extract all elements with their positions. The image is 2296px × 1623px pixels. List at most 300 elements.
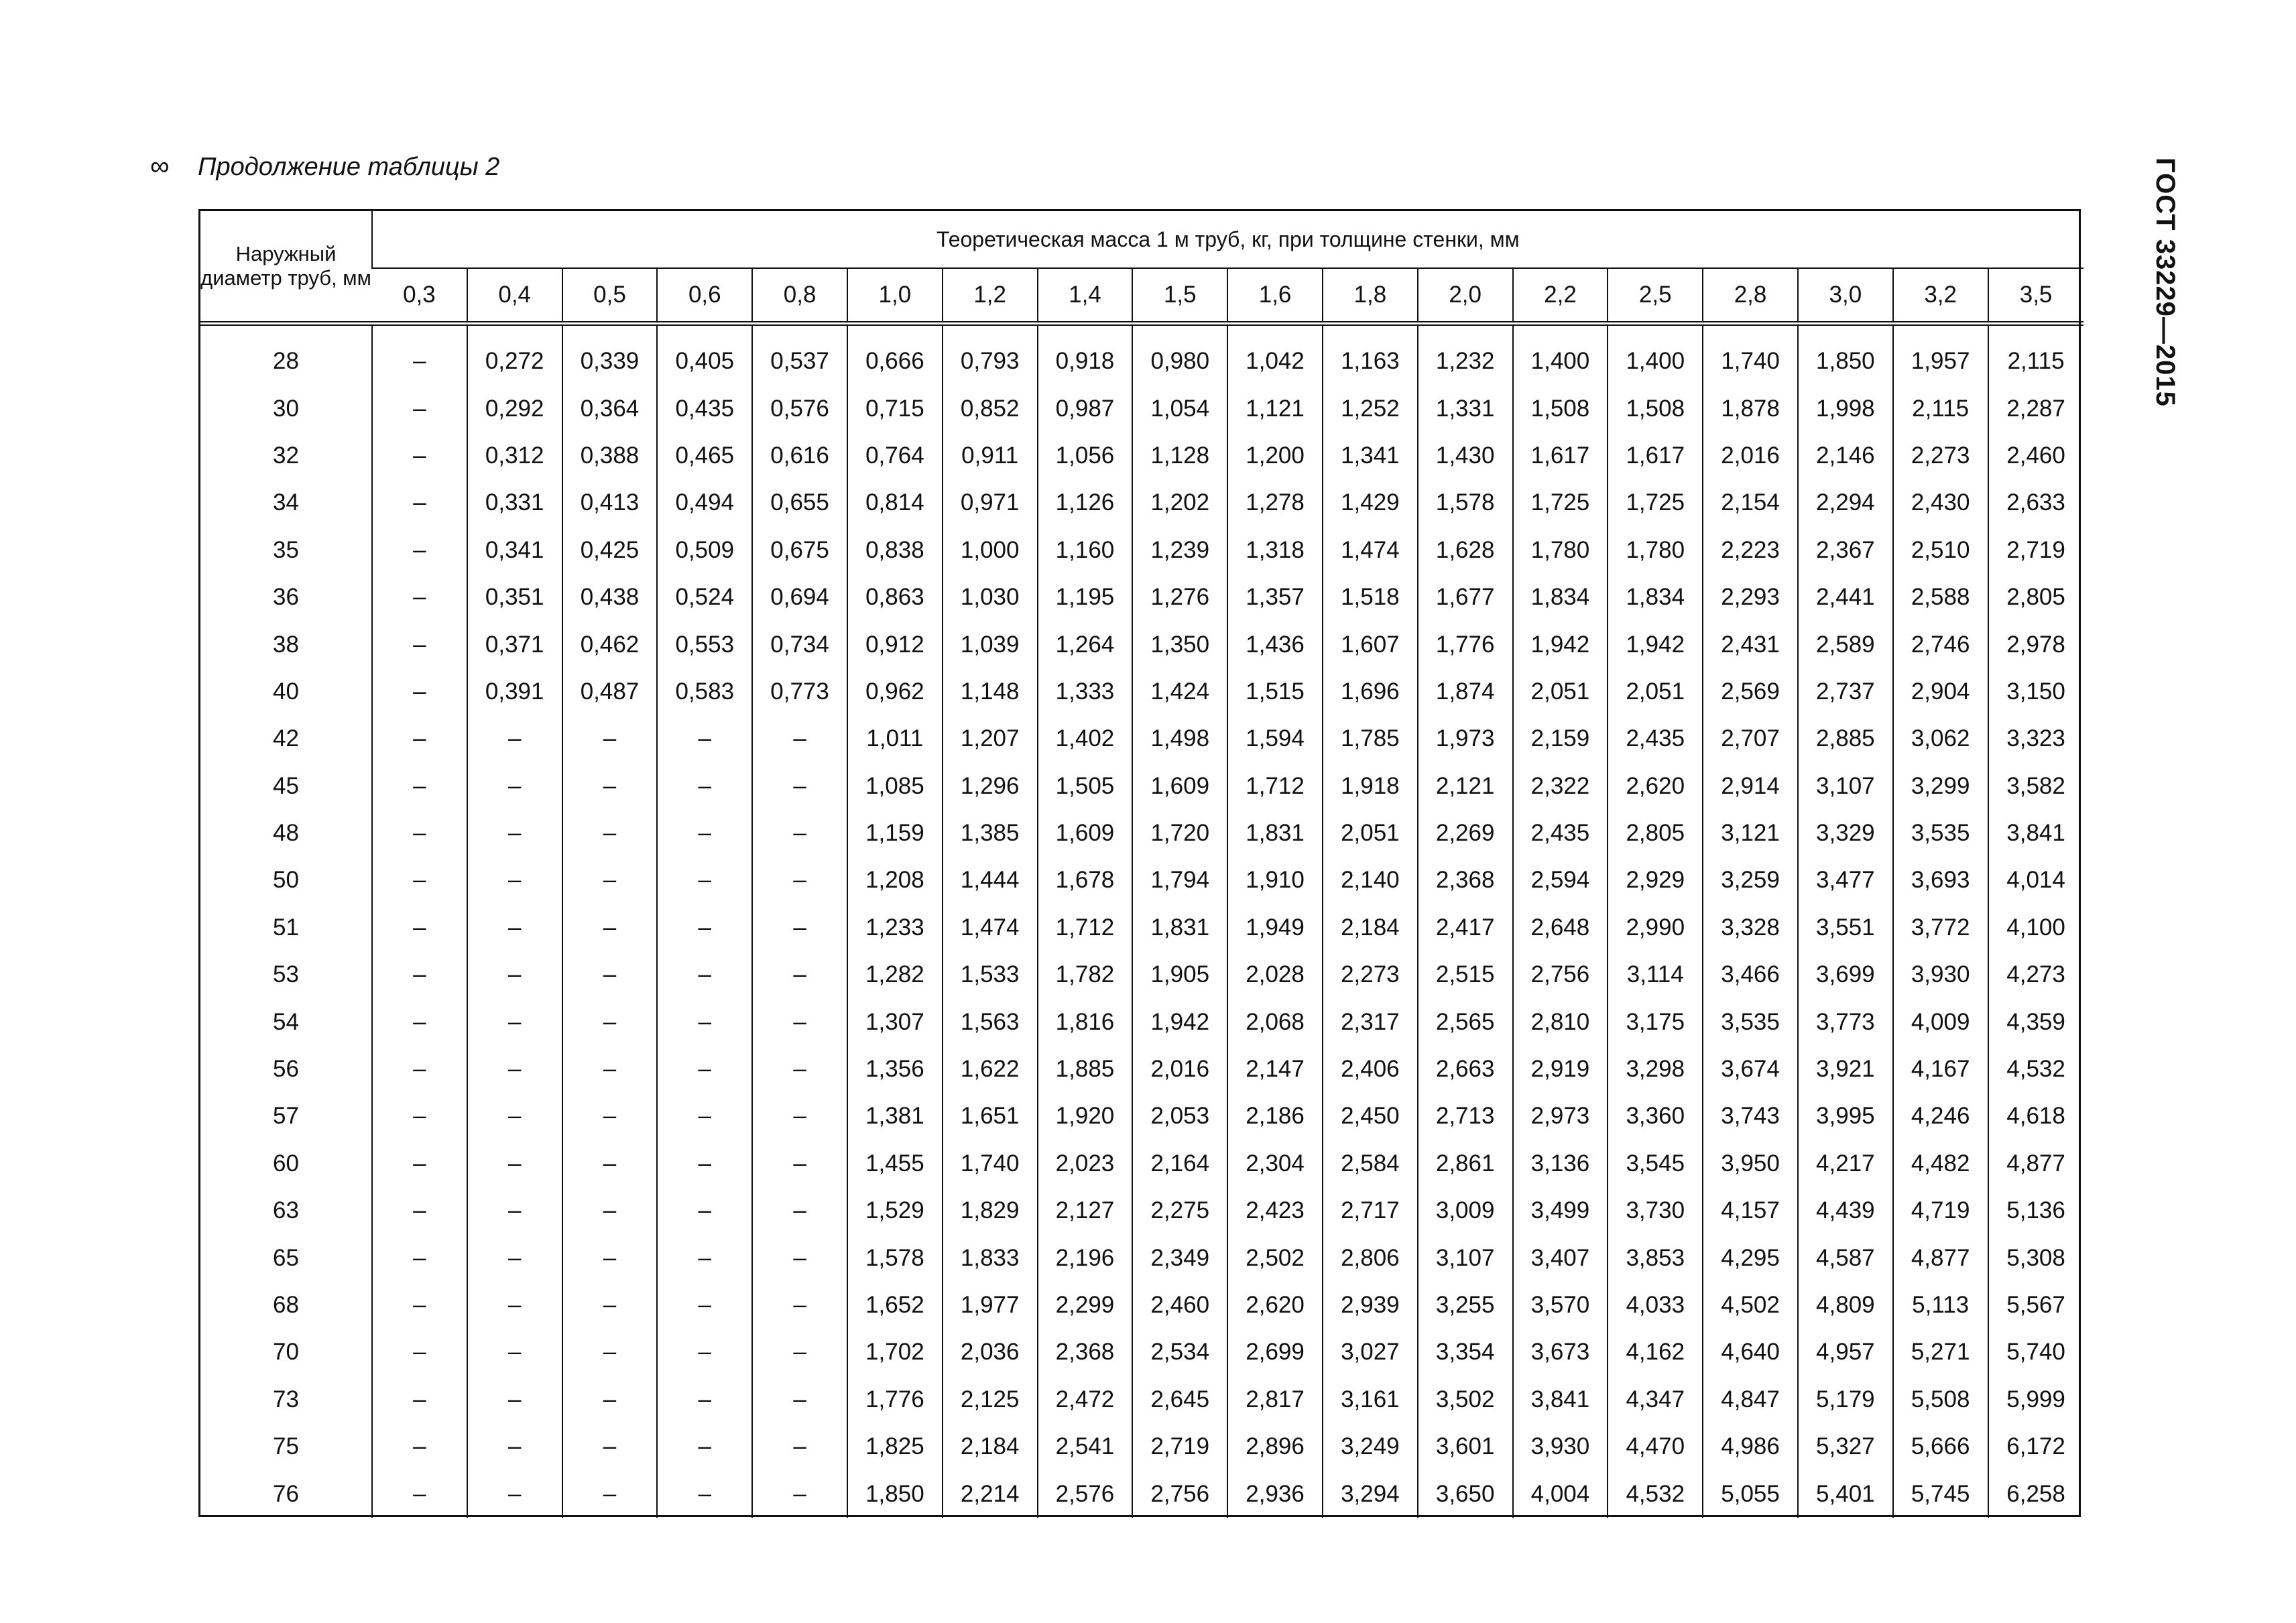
mass-cell: 4,162 (1608, 1329, 1703, 1376)
mass-cell: 3,535 (1893, 810, 1988, 857)
mass-cell: 3,950 (1703, 1140, 1798, 1187)
mass-cell: 2,023 (1038, 1140, 1133, 1187)
mass-cell: – (372, 715, 467, 762)
mass-cell: 2,502 (1227, 1234, 1323, 1281)
mass-cell: – (372, 1470, 467, 1517)
mass-cell: 3,693 (1893, 857, 1988, 904)
mass-cell: 4,986 (1703, 1423, 1798, 1470)
mass-cell: – (657, 1046, 752, 1093)
mass-cell: – (562, 810, 658, 857)
mass-cell: 3,136 (1513, 1140, 1608, 1187)
mass-cell: 0,312 (467, 432, 562, 479)
mass-cell: 2,053 (1132, 1093, 1227, 1140)
mass-cell: 2,929 (1608, 857, 1703, 904)
table-row (200, 998, 2083, 1045)
mass-cell: 1,518 (1323, 574, 1418, 621)
mass-cell: 0,272 (467, 324, 562, 385)
mass-cell: 4,618 (1988, 1093, 2083, 1140)
mass-cell: 3,329 (1798, 810, 1893, 857)
mass-cell: 1,276 (1132, 574, 1227, 621)
mass-cell: 1,056 (1038, 432, 1133, 479)
mass-cell: 2,541 (1038, 1423, 1133, 1470)
mass-cell: 0,863 (847, 574, 943, 621)
mass-cell: 2,737 (1798, 668, 1893, 715)
mass-cell: 4,809 (1798, 1282, 1893, 1329)
mass-cell: 1,696 (1323, 668, 1418, 715)
mass-cell: 2,460 (1988, 432, 2083, 479)
mass-cell: 2,223 (1703, 527, 1798, 574)
thickness-header: 1,8 (1323, 268, 1418, 324)
mass-cell: 1,126 (1038, 479, 1133, 526)
mass-cell: 1,712 (1038, 904, 1133, 951)
mass-cell: 1,400 (1608, 324, 1703, 385)
mass-cell: 2,184 (943, 1423, 1038, 1470)
mass-cell: 3,841 (1988, 810, 2083, 857)
mass-cell: 3,259 (1703, 857, 1798, 904)
mass-cell: 0,911 (943, 432, 1038, 479)
mass-cell: – (657, 1470, 752, 1517)
mass-cell: 2,430 (1893, 479, 1988, 526)
mass-cell: – (372, 904, 467, 951)
mass-cell: 0,655 (752, 479, 847, 526)
mass-cell: 3,328 (1703, 904, 1798, 951)
mass-cell: 5,327 (1798, 1423, 1893, 1470)
thickness-header: 3,0 (1798, 268, 1893, 324)
mass-cell: 2,349 (1132, 1234, 1227, 1281)
mass-cell: 2,756 (1513, 951, 1608, 998)
mass-cell: – (752, 1140, 847, 1187)
mass-cell: 4,532 (1988, 1046, 2083, 1093)
mass-cell: – (752, 1282, 847, 1329)
diameter-cell: 76 (273, 1480, 299, 1507)
diameter-cell: 35 (273, 536, 299, 563)
mass-cell: 1,264 (1038, 621, 1133, 668)
mass-cell: 2,273 (1893, 432, 1988, 479)
mass-cell: 4,587 (1798, 1234, 1893, 1281)
mass-cell: – (467, 1423, 562, 1470)
table-row (200, 1140, 2083, 1187)
mass-cell: 1,278 (1227, 479, 1323, 526)
diameter-cell: 40 (273, 678, 299, 705)
mass-cell: 2,028 (1227, 951, 1323, 998)
mass-cell: 0,341 (467, 527, 562, 574)
mass-cell: – (372, 998, 467, 1045)
mass-cell: 5,113 (1893, 1282, 1988, 1329)
mass-cell: 3,009 (1418, 1187, 1513, 1234)
mass-cell: 0,666 (847, 324, 943, 385)
thickness-header: 0,5 (562, 268, 658, 324)
mass-cell: 1,740 (1703, 324, 1798, 385)
mass-cell: – (467, 715, 562, 762)
mass-cell: 1,385 (943, 810, 1038, 857)
mass-cell: 6,258 (1988, 1470, 2083, 1517)
mass-cell: 1,515 (1227, 668, 1323, 715)
table-row (200, 1470, 2083, 1517)
mass-cell: 0,694 (752, 574, 847, 621)
mass-cell: 2,147 (1227, 1046, 1323, 1093)
mass-cell: 1,042 (1227, 324, 1323, 385)
mass-cell: 1,200 (1227, 432, 1323, 479)
mass-cell: 1,356 (847, 1046, 943, 1093)
mass-cell: 1,232 (1418, 324, 1513, 385)
mass-cell: 1,233 (847, 904, 943, 951)
standard-title: ГОСТ 33229—2015 (2151, 158, 2180, 407)
mass-cell: – (562, 1187, 658, 1234)
mass-cell: – (372, 857, 467, 904)
mass-cell: 2,756 (1132, 1470, 1227, 1517)
mass-cell: 2,806 (1323, 1234, 1418, 1281)
mass-cell: 1,651 (943, 1093, 1038, 1140)
mass-cell: – (657, 1093, 752, 1140)
table-row (200, 1329, 2083, 1376)
mass-cell: 1,874 (1418, 668, 1513, 715)
mass-cell: 1,957 (1893, 324, 1988, 385)
mass-cell: 2,620 (1227, 1282, 1323, 1329)
mass-cell: – (657, 1423, 752, 1470)
thickness-header: 1,2 (943, 268, 1038, 324)
diameter-cell: 48 (273, 820, 299, 847)
mass-cell: 2,159 (1513, 715, 1608, 762)
mass-cell: 1,402 (1038, 715, 1133, 762)
mass-cell: – (657, 763, 752, 810)
diameter-cell: 34 (273, 489, 299, 516)
mass-cell: 3,743 (1703, 1093, 1798, 1140)
mass-cell: 2,746 (1893, 621, 1988, 668)
mass-cell: – (562, 1376, 658, 1423)
mass-cell: 1,444 (943, 857, 1038, 904)
thickness-header: 1,0 (847, 268, 943, 324)
mass-cell: 2,576 (1038, 1470, 1133, 1517)
mass-cell: 1,942 (1513, 621, 1608, 668)
mass-cell: 0,764 (847, 432, 943, 479)
page-number: ∞ (150, 152, 170, 181)
mass-cell: 0,405 (657, 324, 752, 385)
mass-cell: 4,719 (1893, 1187, 1988, 1234)
mass-cell: 1,794 (1132, 857, 1227, 904)
mass-cell: 1,905 (1132, 951, 1227, 998)
mass-cell: 3,853 (1608, 1234, 1703, 1281)
mass-cell: 5,508 (1893, 1376, 1988, 1423)
thickness-header: 0,4 (467, 268, 562, 324)
mass-cell: 1,910 (1227, 857, 1323, 904)
mass-cell: 1,607 (1323, 621, 1418, 668)
mass-cell: 1,725 (1608, 479, 1703, 526)
mass-cell: – (372, 1140, 467, 1187)
mass-cell: 2,115 (1988, 324, 2083, 385)
mass-cell: 3,930 (1893, 951, 1988, 998)
table-row (200, 857, 2083, 904)
mass-cell: 1,780 (1513, 527, 1608, 574)
mass-cell: 2,939 (1323, 1282, 1418, 1329)
mass-cell: 2,184 (1323, 904, 1418, 951)
mass-cell: 0,616 (752, 432, 847, 479)
mass-cell: – (372, 1234, 467, 1281)
mass-cell: 2,275 (1132, 1187, 1227, 1234)
mass-cell: 1,833 (943, 1234, 1038, 1281)
mass-cell: 5,179 (1798, 1376, 1893, 1423)
mass-cell: – (752, 904, 847, 951)
mass-cell: 0,918 (1038, 324, 1133, 385)
mass-cell: 2,633 (1988, 479, 2083, 526)
mass-cell: 1,609 (1038, 810, 1133, 857)
mass-cell: 4,157 (1703, 1187, 1798, 1234)
mass-cell: – (562, 951, 658, 998)
mass-cell: – (372, 574, 467, 621)
table-row (200, 1282, 2083, 1329)
mass-cell: – (562, 904, 658, 951)
mass-cell: – (657, 1140, 752, 1187)
mass-cell: 1,850 (847, 1470, 943, 1517)
mass-cell: 3,730 (1608, 1187, 1703, 1234)
mass-cell: 1,030 (943, 574, 1038, 621)
diameter-cell: 70 (273, 1339, 299, 1366)
mass-cell: 4,217 (1798, 1140, 1893, 1187)
diameter-cell: 51 (273, 914, 299, 941)
mass-cell: 1,609 (1132, 763, 1227, 810)
table-row (200, 479, 2083, 526)
mass-cell: 3,772 (1893, 904, 1988, 951)
thickness-header: 3,2 (1893, 268, 1988, 324)
mass-cell: 2,990 (1608, 904, 1703, 951)
mass-cell: 1,617 (1513, 432, 1608, 479)
mass-cell: 1,678 (1038, 857, 1133, 904)
mass-cell: 0,814 (847, 479, 943, 526)
mass-cell: 1,740 (943, 1140, 1038, 1187)
table-row (200, 621, 2083, 668)
mass-cell: 2,051 (1323, 810, 1418, 857)
table-row (200, 1234, 2083, 1281)
mass-cell: 0,509 (657, 527, 752, 574)
table-row (200, 763, 2083, 810)
table-row (200, 574, 2083, 621)
table-row (200, 1187, 2083, 1234)
mass-cell: 4,167 (1893, 1046, 1988, 1093)
mass-cell: 0,583 (657, 668, 752, 715)
mass-cell: 1,677 (1418, 574, 1513, 621)
mass-cell: – (752, 763, 847, 810)
mass-cell: 2,367 (1798, 527, 1893, 574)
mass-cell: 1,529 (847, 1187, 943, 1234)
mass-cell: 1,776 (1418, 621, 1513, 668)
mass-cell: 4,033 (1608, 1282, 1703, 1329)
mass-cell: 2,936 (1227, 1470, 1323, 1517)
mass-cell: 3,650 (1418, 1470, 1513, 1517)
table-row (200, 324, 2083, 385)
mass-cell: 2,406 (1323, 1046, 1418, 1093)
mass-cell: 1,816 (1038, 998, 1133, 1045)
table-caption: Продолжение таблицы 2 (198, 153, 500, 181)
mass-cell: 2,584 (1323, 1140, 1418, 1187)
mass-cell: 2,146 (1798, 432, 1893, 479)
mass-cell: 1,831 (1132, 904, 1227, 951)
mass-cell: 4,877 (1988, 1140, 2083, 1187)
mass-cell: – (657, 1282, 752, 1329)
mass-cell: 2,294 (1798, 479, 1893, 526)
mass-cell: 2,805 (1608, 810, 1703, 857)
mass-cell: 3,930 (1513, 1423, 1608, 1470)
mass-cell: – (752, 810, 847, 857)
mass-cell: 2,805 (1988, 574, 2083, 621)
diameter-cell: 50 (273, 867, 299, 894)
mass-cell: – (657, 857, 752, 904)
mass-cell: 1,776 (847, 1376, 943, 1423)
mass-cell: 1,973 (1418, 715, 1513, 762)
mass-cell: 1,942 (1608, 621, 1703, 668)
mass-cell: 2,068 (1227, 998, 1323, 1045)
mass-cell: 1,825 (847, 1423, 943, 1470)
mass-cell: – (372, 1187, 467, 1234)
mass-cell: 1,128 (1132, 432, 1227, 479)
mass-cell: 2,127 (1038, 1187, 1133, 1234)
mass-cell: 4,482 (1893, 1140, 1988, 1187)
mass-cell: 0,971 (943, 479, 1038, 526)
mass-cell: 3,545 (1608, 1140, 1703, 1187)
diameter-cell: 28 (273, 348, 299, 375)
mass-cell: 5,567 (1988, 1282, 2083, 1329)
mass-cell: 3,535 (1703, 998, 1798, 1045)
mass-cell: – (752, 1329, 847, 1376)
mass-cell: – (372, 763, 467, 810)
mass-cell: 2,431 (1703, 621, 1798, 668)
mass-cell: 2,140 (1323, 857, 1418, 904)
mass-cell: 2,450 (1323, 1093, 1418, 1140)
mass-cell: 4,014 (1988, 857, 2083, 904)
mass-cell: 3,699 (1798, 951, 1893, 998)
mass-cell: – (467, 1046, 562, 1093)
mass-cell: 1,782 (1038, 951, 1133, 998)
mass-cell: 2,515 (1418, 951, 1513, 998)
mass-cell: 2,534 (1132, 1329, 1227, 1376)
mass-cell: 2,016 (1703, 432, 1798, 479)
diameter-cell: 63 (273, 1197, 299, 1224)
mass-cell: 1,617 (1608, 432, 1703, 479)
mass-cell: 0,852 (943, 385, 1038, 432)
mass-cell: 2,589 (1798, 621, 1893, 668)
mass-cell: 3,570 (1513, 1282, 1608, 1329)
mass-cell: 1,474 (943, 904, 1038, 951)
mass-cell: 3,107 (1418, 1234, 1513, 1281)
mass-cell: 1,702 (847, 1329, 943, 1376)
diameter-cell: 73 (273, 1386, 299, 1412)
mass-cell: – (467, 951, 562, 998)
mass-cell: 0,462 (562, 621, 658, 668)
mass-cell: 0,734 (752, 621, 847, 668)
mass-cell: 0,576 (752, 385, 847, 432)
mass-cell: 2,051 (1513, 668, 1608, 715)
mass-cell: – (752, 1470, 847, 1517)
mass-cell: 1,508 (1608, 385, 1703, 432)
table-row (200, 668, 2083, 715)
mass-cell: 3,150 (1988, 668, 2083, 715)
mass-cell: 2,368 (1038, 1329, 1133, 1376)
mass-cell: 2,317 (1323, 998, 1418, 1045)
thickness-header: 0,6 (657, 268, 752, 324)
mass-cell: 3,921 (1798, 1046, 1893, 1093)
mass-cell: – (562, 1329, 658, 1376)
mass-cell: – (657, 715, 752, 762)
mass-cell: 3,107 (1798, 763, 1893, 810)
mass-cell: 1,357 (1227, 574, 1323, 621)
mass-cell: 2,645 (1132, 1376, 1227, 1423)
mass-cell: 3,407 (1513, 1234, 1608, 1281)
mass-cell: – (752, 998, 847, 1045)
mass-cell: 3,673 (1513, 1329, 1608, 1376)
mass-cell: – (372, 324, 467, 385)
mass-cell: 2,594 (1513, 857, 1608, 904)
mass-cell: 6,172 (1988, 1423, 2083, 1470)
mass-cell: 0,715 (847, 385, 943, 432)
mass-cell: 0,371 (467, 621, 562, 668)
mass-cell: 1,400 (1513, 324, 1608, 385)
thickness-header: 1,6 (1227, 268, 1323, 324)
table-row (200, 715, 2083, 762)
mass-cell: 1,333 (1038, 668, 1133, 715)
mass-cell: – (657, 1376, 752, 1423)
mass-cell: – (562, 1470, 658, 1517)
mass-cell: 0,438 (562, 574, 658, 621)
mass-cell: – (372, 1046, 467, 1093)
mass-cell: 0,962 (847, 668, 943, 715)
mass-cell: 1,998 (1798, 385, 1893, 432)
mass-cell: 3,062 (1893, 715, 1988, 762)
mass-cell: 0,838 (847, 527, 943, 574)
mass-cell: 4,502 (1703, 1282, 1798, 1329)
mass-cell: 3,354 (1418, 1329, 1513, 1376)
mass-cell: 1,282 (847, 951, 943, 998)
mass-cell: – (467, 1187, 562, 1234)
mass-cell: 2,121 (1418, 763, 1513, 810)
mass-cell: 3,601 (1418, 1423, 1513, 1470)
mass-cell: 0,980 (1132, 324, 1227, 385)
mass-cell: 2,299 (1038, 1282, 1133, 1329)
mass-cell: 5,055 (1703, 1470, 1798, 1517)
mass-cell: – (372, 810, 467, 857)
group-header: Теоретическая масса 1 м труб, кг, при толщине стенки, мм (372, 211, 2083, 268)
mass-cell: 2,115 (1893, 385, 1988, 432)
mass-cell: 2,978 (1988, 621, 2083, 668)
mass-cell: 2,304 (1227, 1140, 1323, 1187)
mass-cell: – (467, 1376, 562, 1423)
mass-cell: 0,339 (562, 324, 658, 385)
mass-cell: 4,470 (1608, 1423, 1703, 1470)
diameter-cell: 56 (273, 1056, 299, 1083)
mass-cell: 0,413 (562, 479, 658, 526)
mass-cell: 1,350 (1132, 621, 1227, 668)
mass-cell: 1,942 (1132, 998, 1227, 1045)
mass-cell: – (467, 904, 562, 951)
thickness-header: 1,5 (1132, 268, 1227, 324)
mass-cell: 3,360 (1608, 1093, 1703, 1140)
mass-cell: 1,829 (943, 1187, 1038, 1234)
mass-cell: 4,847 (1703, 1376, 1798, 1423)
mass-cell: 3,298 (1608, 1046, 1703, 1093)
diameter-cell: 30 (273, 395, 299, 422)
mass-cell: 1,160 (1038, 527, 1133, 574)
mass-cell: – (562, 1234, 658, 1281)
mass-cell: – (467, 1282, 562, 1329)
mass-cell: 3,674 (1703, 1046, 1798, 1093)
mass-cell: 5,308 (1988, 1234, 2083, 1281)
thickness-header: 0,3 (372, 268, 467, 324)
mass-cell: 0,773 (752, 668, 847, 715)
mass-cell: 2,036 (943, 1329, 1038, 1376)
mass-cell: 2,154 (1703, 479, 1798, 526)
mass-cell: – (372, 668, 467, 715)
mass-cell: 0,351 (467, 574, 562, 621)
mass-cell: 3,582 (1988, 763, 2083, 810)
mass-cell: 3,161 (1323, 1376, 1418, 1423)
mass-cell: 2,510 (1893, 527, 1988, 574)
